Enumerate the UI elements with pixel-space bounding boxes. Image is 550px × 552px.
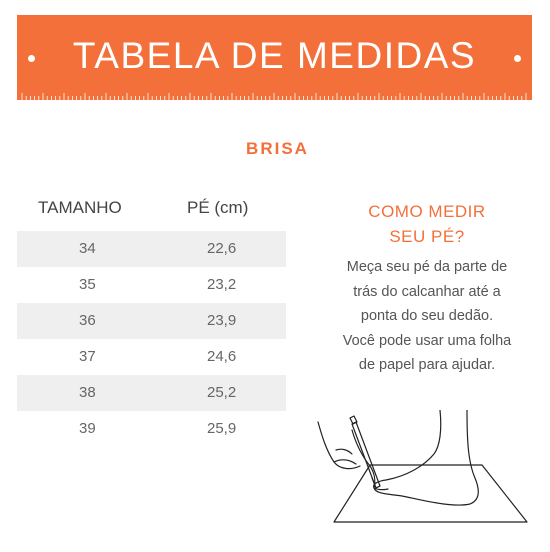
foot-cell: 22,6 [207, 240, 237, 257]
instruction-line: de papel para ajudar. [358, 357, 496, 373]
how-to-title [318, 199, 536, 249]
table-row [17, 375, 286, 411]
table-row [17, 303, 286, 339]
table-row [17, 267, 286, 303]
how-to-title-line2: SEU PÉ? [389, 227, 465, 246]
size-table [17, 196, 286, 447]
size-cell: 38 [79, 384, 96, 401]
table-header [17, 196, 286, 231]
foot-cell: 23,9 [207, 312, 237, 329]
header-size: TAMANHO [38, 198, 122, 217]
instruction-line: trás do calcanhar até a [353, 283, 501, 300]
size-cell: 36 [79, 312, 96, 329]
ruler-ticks [17, 88, 532, 100]
size-cell: 37 [79, 348, 96, 365]
page-title: TABELA DE MEDIDAS [72, 35, 477, 76]
size-cell: 39 [79, 420, 96, 437]
header-foot: PÉ (cm) [187, 198, 249, 217]
banner-dot-right [514, 55, 521, 62]
foot-cell: 25,2 [207, 384, 237, 401]
table-row [17, 231, 286, 267]
how-to-instructions [318, 255, 536, 378]
foot-cell: 25,9 [207, 420, 237, 437]
instruction-line: Você pode usar uma folha [342, 332, 512, 349]
foot-cell: 24,6 [207, 348, 237, 365]
instruction-line: Meça seu pé da parte de [346, 259, 508, 275]
size-cell: 34 [79, 240, 96, 257]
instruction-line: ponta do seu dedão. [360, 308, 494, 324]
table-row [17, 411, 286, 447]
table-row [17, 339, 286, 375]
model-name: BRISA [246, 139, 309, 158]
foot-measure-illustration [312, 410, 538, 530]
how-to-measure [318, 199, 536, 378]
foot-cell: 23,2 [207, 276, 237, 293]
how-to-title-line1: COMO MEDIR [368, 202, 486, 221]
size-cell: 35 [79, 276, 96, 293]
title-banner [17, 15, 532, 100]
